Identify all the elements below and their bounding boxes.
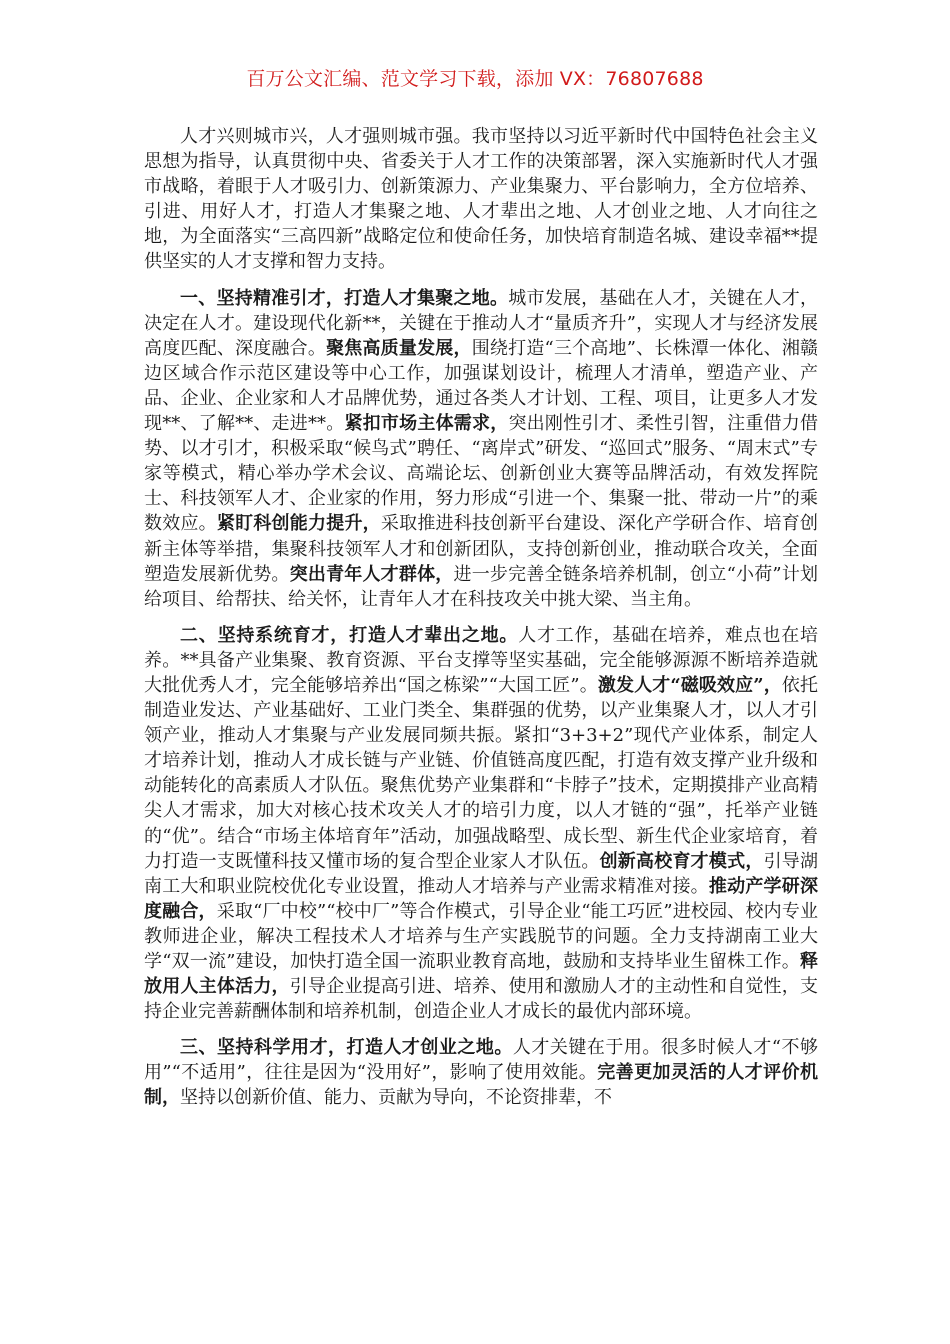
text-segment: 城市发展，基础在人才，关键在人才，决定在人才。建设现代化新**，关键在于推动人才“量质齐升”，实现人才与经济发展高度匹配、深度融合。	[144, 287, 818, 359]
text-segment: 引导企业提高引进、培养、使用和激励人才的主动性和自觉性，支持企业完善薪酬体制和培养机制，创造企业人才成长的最优内部环境。	[144, 976, 819, 1023]
page-header-watermark: 百万公文汇编、范文学习下载，添加 VX：76807688	[246, 68, 704, 90]
intro-paragraph	[144, 124, 818, 275]
bold-lead: 完善更加灵活的人才评价机制，	[144, 1062, 819, 1109]
section-3-paragraph	[144, 1035, 818, 1110]
text-segment: 人才工作，基础在培养，难点也在培养。**具备产业集聚、教育资源、平台支撑等坚实基础，完全能够源源不断培养造就大批优秀人才，完全能够培养出“国之栋梁”“大国工匠”。	[144, 624, 819, 696]
text-segment: 引导湖南工大和职业院校优化专业设置，推动人才培养与产业需求精准对接。	[144, 850, 819, 897]
text-segment: 人才关键在于用。很多时候人才“不够用”“不适用”，往往是因为“没用好”，影响了使用效能。	[144, 1037, 818, 1084]
text-segment: 采取“厂中校”“校中厂”等合作模式，引导企业“能工巧匠”进校园、校内专业教师进企业，解决工程技术人才培养与生产实践脱节的问题。全力支持湖南工业大学“双一流”建设，加快打造全国一流职业教育高地，鼓励和支持毕业生留株工作。	[144, 900, 818, 972]
bold-lead: 释放用人主体活力，	[144, 951, 818, 998]
bold-lead: 紧盯科创能力提升，	[216, 513, 381, 535]
text-segment: 进一步完善全链条培养机制，创立“小荷”计划给项目、给帮扶、给关怀，让青年人才在科技攻关中挑大梁、当主角。	[144, 563, 819, 610]
bold-lead: 聚焦高质量发展，	[326, 337, 472, 359]
text-segment: 突出刚性引才、柔性引智，注重借力借势、以才引才，积极采取“候鸟式”聘任、“离岸式”研发、“巡回式”服务、“周末式”专家等模式，精心举办学术会议、高端论坛、创新创业大赛等品牌活动，有效发挥院士、科技领军人才、企业家的作用，努力形成“引进一个、集聚一批、带动一片”的乘数效应。	[144, 413, 819, 535]
document-body	[144, 124, 818, 1122]
text-segment: 人才兴则城市兴，人才强则城市强。我市坚持以习近平新时代中国特色社会主义思想为指导，认真贯彻中央、省委关于人才工作的决策部署，深入实施新时代人才强市战略，着眼于人才吸引力、创新策源力、产业集聚力、平台影响力，全方位培养、引进、用好人才，打造人才集聚之地、人才辈出之地、人才创业之地、人才向往之地，为全面落实“三高四新”战略定位和使命任务，加快培育制造名城、建设幸福**提供坚实的人才支撑和智力支持。	[144, 126, 818, 273]
bold-lead: 创新高校育才模式，	[599, 850, 764, 872]
bold-lead: 推动产学研深度融合，	[144, 875, 819, 922]
section-heading: 三、坚持科学用才，打造人才创业之地。	[180, 1037, 513, 1059]
section-heading: 一、坚持精准引才，打造人才集聚之地。	[180, 287, 509, 309]
text-segment: 坚持以创新价值、能力、贡献为导向，不论资排辈，不	[180, 1087, 612, 1109]
bold-lead: 紧扣市场主体需求，	[344, 413, 509, 435]
text-segment: 采取推进科技创新平台建设、深化产学研合作、培育创新主体等举措，集聚科技领军人才和创新团队，支持创新创业，推动联合攻关，全面塑造发展新优势。	[144, 513, 818, 585]
section-2-paragraph	[144, 623, 818, 1025]
bold-lead: 激发人才“磁吸效应”，	[597, 674, 782, 696]
text-segment: 围绕打造“三个高地”、长株潭一体化、湘赣边区域合作示范区建设等中心工作，加强谋划设计，梳理人才清单，塑造产业、产品、企业、企业家和人才品牌优势，通过各类人才计划、工程、项目，让更多人才发现**、了解**、走进**。	[144, 337, 819, 435]
section-1-paragraph	[144, 286, 818, 612]
bold-lead: 突出青年人才群体，	[289, 563, 454, 585]
section-heading: 二、坚持系统育才，打造人才辈出之地。	[180, 624, 519, 646]
text-segment: 依托制造业发达、产业基础好、工业门类全、集群强的优势，以产业集聚人才，以人才引领产业，推动人才集聚与产业发展同频共振。紧扣“3+3+2”现代产业体系，制定人才培养计划，推动人才成长链与产业链、价值链高度匹配，打造有效支撑产业升级和动能转化的高素质人才队伍。聚焦优势产业集群和“卡脖子”技术，定期摸排产业高精尖人才需求，加大对核心技术攻关人才的培引力度，以人才链的“强”，托举产业链的“优”。结合“市场主体培育年”活动，加强战略型、成长型、新生代企业家培育，着力打造一支既懂科技又懂市场的复合型企业家人才队伍。	[144, 674, 818, 872]
